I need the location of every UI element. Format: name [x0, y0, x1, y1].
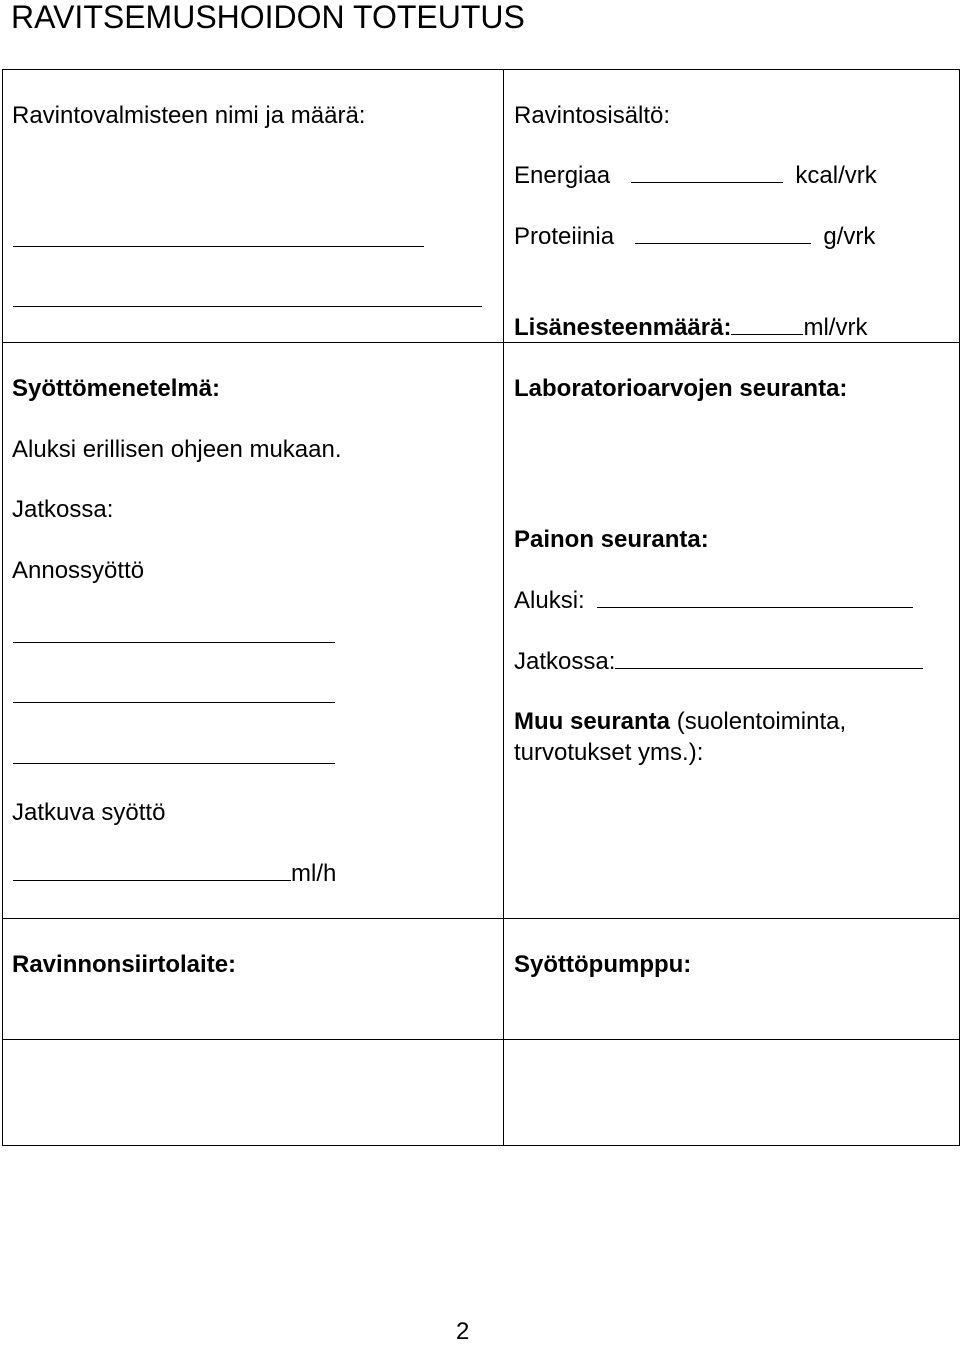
continuous-feeding-label: Jatkuva syöttö	[12, 799, 166, 826]
feeding-initial-text: Aluksi erillisen ohjeen mukaan.	[12, 436, 342, 463]
energy-unit: kcal/vrk	[795, 162, 877, 189]
bolus-feeding-label: Annossyöttö	[12, 557, 145, 584]
cell-product-name	[3, 70, 504, 343]
cell-transfer-device	[3, 919, 504, 1040]
weight-later-label: Jatkossa:	[514, 648, 616, 675]
lab-monitoring-heading: Laboratorioarvojen seuranta:	[514, 375, 848, 402]
feeding-pump-heading: Syöttöpumppu:	[514, 951, 692, 978]
weight-later-row	[514, 648, 923, 676]
energy-input-line[interactable]	[631, 162, 783, 183]
nutrition-form-table	[2, 69, 960, 1146]
form-row-feeding	[3, 343, 960, 919]
other-monitoring-detail-1: (suolentoiminta,	[676, 708, 847, 735]
feeding-method-heading: Syöttömenetelmä:	[12, 375, 221, 402]
protein-label: Proteiinia	[514, 223, 615, 250]
product-name-line-1[interactable]	[13, 246, 424, 247]
energy-row	[514, 162, 877, 190]
rate-row	[13, 860, 336, 888]
weight-initial-row	[514, 587, 913, 615]
fluid-input-line[interactable]	[731, 314, 803, 335]
form-row-product	[3, 70, 960, 343]
bolus-line-1[interactable]	[13, 642, 335, 643]
cell-feeding-pump-answer[interactable]	[504, 1040, 960, 1146]
energy-label: Energiaa	[514, 162, 611, 189]
other-monitoring-line-1	[514, 708, 846, 736]
weight-later-line[interactable]	[615, 648, 923, 669]
bolus-line-2[interactable]	[13, 702, 335, 703]
form-row-device-answers	[3, 1040, 960, 1146]
cell-feeding-pump	[504, 919, 960, 1040]
cell-transfer-device-answer[interactable]	[3, 1040, 504, 1146]
cell-monitoring	[504, 343, 960, 919]
fluid-label: Lisänesteenmäärä:	[514, 314, 732, 341]
form-row-devices	[3, 919, 960, 1040]
transfer-device-heading: Ravinnonsiirtolaite:	[12, 951, 237, 978]
weight-initial-line[interactable]	[597, 587, 913, 608]
weight-initial-label: Aluksi:	[514, 587, 585, 614]
weight-monitoring-heading: Painon seuranta:	[514, 526, 709, 553]
other-monitoring-heading: Muu seuranta	[514, 708, 671, 735]
bolus-line-3[interactable]	[13, 763, 335, 764]
cell-feeding-method	[3, 343, 504, 919]
rate-unit: ml/h	[291, 860, 337, 887]
product-name-heading: Ravintovalmisteen nimi ja määrä:	[12, 102, 366, 129]
cell-nutrient-content	[504, 70, 960, 343]
protein-unit: g/vrk	[823, 223, 876, 250]
product-name-line-2[interactable]	[13, 306, 482, 307]
fluid-unit: ml/vrk	[803, 314, 868, 341]
nutrient-content-heading: Ravintosisältö:	[514, 102, 671, 129]
fluid-row	[514, 314, 867, 342]
rate-input-line[interactable]	[13, 860, 291, 881]
protein-input-line[interactable]	[635, 223, 811, 244]
protein-row	[514, 223, 875, 251]
other-monitoring-detail-2: turvotukset yms.):	[514, 739, 704, 766]
page-title: RAVITSEMUSHOIDON TOTEUTUS	[11, 0, 525, 35]
feeding-later-label: Jatkossa:	[12, 496, 114, 523]
page-number: 2	[456, 1318, 470, 1345]
